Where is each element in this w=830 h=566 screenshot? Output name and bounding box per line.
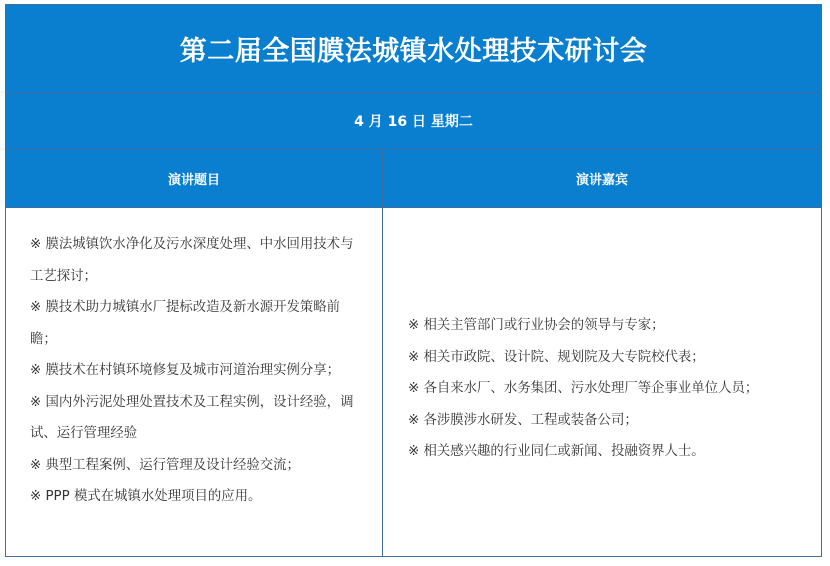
list-item: ※ 典型工程案例、运行管理及设计经验交流； [30,457,300,473]
list-item: ※ 相关感兴趣的行业同仁或新闻、投融资界人士。 [408,444,705,459]
column-divider [382,208,383,556]
date-banner: 4 月 16 日 星期二 [6,93,821,150]
list-item: ※ 膜技术助力城镇水厂提标改造及新水源开发策略前瞻； [30,300,341,347]
list-item: ※ 相关主管部门或行业协会的领导与专家； [408,318,665,333]
topics-list [30,229,365,513]
list-item: ※ 相关市政院、设计院、规划院及大专院校代表； [408,349,705,365]
list-item: ※ 各自来水厂、水务集团、污水处理厂等企事业单位人员； [408,381,759,396]
list-item: ※ PPP 模式在城镇水处理项目的应用。 [30,489,262,504]
table-body [6,208,821,556]
column-header-row [6,150,821,208]
list-item: ※ 膜法城镇饮水净化及污水深度处理、中水回用技术与工艺探讨； [30,237,354,284]
list-item: ※ 国内外污泥处理处置技术及工程实例，设计经验，调试、运行管理经验 [30,394,354,441]
column-header-guests: 演讲嘉宾 [575,173,628,188]
agenda-table [5,4,822,557]
list-item: ※ 膜技术在村镇环境修复及城市河道治理实例分享； [30,363,341,378]
guests-list [408,310,820,468]
list-item: ※ 各涉膜涉水研发、工程或装备公司； [408,412,638,428]
column-header-topics: 演讲题目 [6,150,383,207]
page-title: 第二届全国膜法城镇水处理技术研讨会 [6,5,821,93]
